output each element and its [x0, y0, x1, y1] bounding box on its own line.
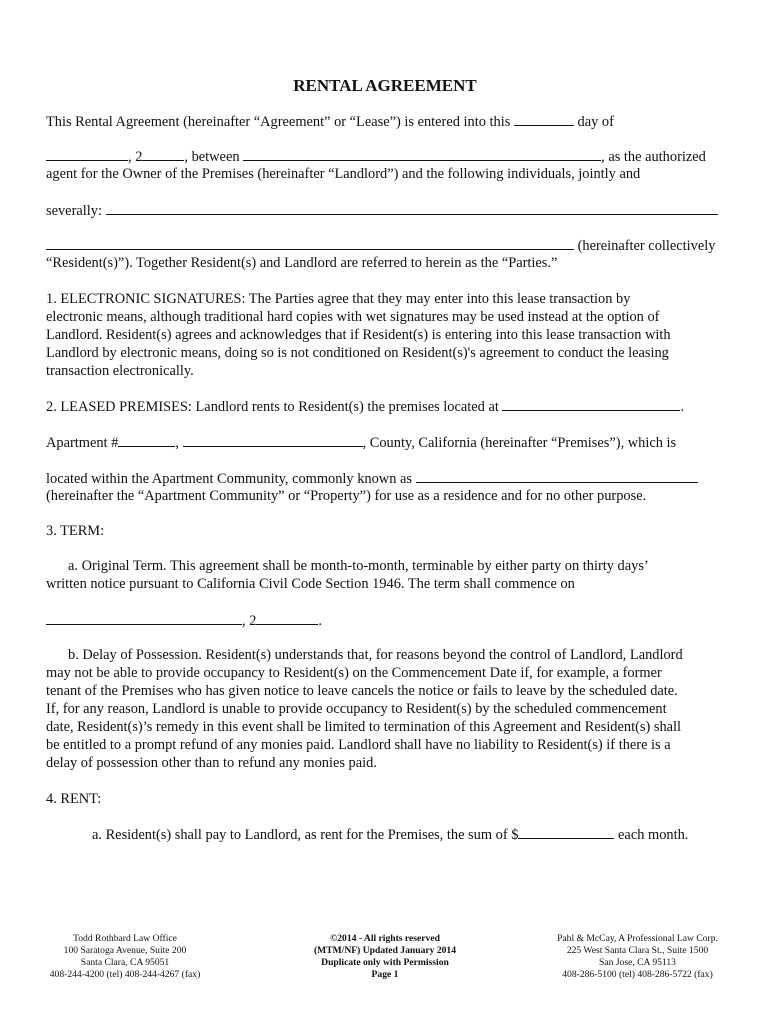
s4-text: a. Resident(s) shall pay to Landlord, as rent for the Premises, the sum of $: [92, 827, 519, 843]
s2-line-2: [46, 433, 676, 452]
footer-left: [30, 933, 220, 981]
footer-right: [535, 933, 740, 981]
s2-line-1: [46, 397, 684, 416]
footer-line: ©2014 - All rights reserved: [330, 933, 440, 944]
premises-address-field[interactable]: [502, 397, 680, 411]
s4a-line: [92, 825, 688, 844]
rent-amount-field[interactable]: [518, 825, 614, 839]
s3b-line: be entitled to a prompt refund of any monies paid. Landlord shall have no liability to Resident(s) if there is a: [46, 737, 671, 753]
intro-text: , as the authorized: [601, 149, 706, 165]
s2-text: located within the Apartment Community, commonly known as: [46, 471, 412, 487]
footer-line: Santa Clara, CA 95051: [80, 957, 170, 968]
s2-line-3: [46, 469, 698, 488]
year-field[interactable]: [142, 147, 184, 161]
footer-line: 408-244-4200 (tel) 408-244-4267 (fax): [49, 969, 201, 980]
commence-year-field[interactable]: [256, 611, 318, 625]
s3-text: .: [318, 613, 322, 629]
month-field[interactable]: [46, 147, 128, 161]
intro-line-2: [46, 147, 706, 166]
s3b-line: may not be able to provide occupancy to Resident(s) on the Commencement Date if, for example, a former: [46, 665, 662, 681]
intro-line-5: [46, 236, 715, 255]
footer-line: San Jose, CA 95113: [599, 957, 676, 968]
intro-text: , between: [184, 149, 240, 165]
apartment-number-field[interactable]: [118, 433, 175, 447]
s2-text: Apartment #: [46, 435, 119, 451]
intro-text: (hereinafter collectively: [577, 238, 716, 254]
s1-line: transaction electronically.: [46, 363, 194, 379]
intro-line-4: [46, 201, 718, 220]
s3b-line: If, for any reason, Landlord is unable to provide occupancy to Resident(s) by the scheduled commencement: [46, 701, 667, 717]
residents-field-1[interactable]: [106, 201, 718, 215]
s3a-line-3: [46, 611, 322, 630]
s3b-line: date, Resident(s)’s remedy in this event shall be limited to termination of this Agreement and Resident(s) shall: [46, 719, 682, 735]
footer-line: Pahl & McCay, A Professional Law Corp.: [557, 933, 718, 944]
s3-text: , 2: [242, 613, 257, 629]
s1-line: Landlord by electronic means, doing so is not conditioned on Resident(s)'s agreement to conduct the leasing: [46, 345, 669, 361]
s3a-line-2: written notice pursuant to California Civil Code Section 1946. The term shall commence on: [46, 576, 575, 592]
s4-text: each month.: [618, 827, 689, 843]
commence-date-field[interactable]: [46, 611, 242, 625]
s2-text: , County, California (hereinafter “Premises”), which is: [362, 435, 677, 451]
intro-text: , 2: [128, 149, 143, 165]
intro-line-1: [46, 112, 614, 131]
footer-line: 100 Saratoga Avenue, Suite 200: [63, 945, 187, 956]
intro-text: This Rental Agreement (hereinafter “Agreement” or “Lease”) is entered into this: [46, 114, 511, 130]
s3b-line: delay of possession other than to refund any monies paid.: [46, 755, 377, 771]
footer-line: 408-286-5100 (tel) 408-286-5722 (fax): [562, 969, 713, 980]
intro-text: day of: [577, 114, 614, 130]
intro-line-3: agent for the Owner of the Premises (hereinafter “Landlord”) and the following individuals, jointly and: [46, 166, 641, 182]
s2-line-4: (hereinafter the “Apartment Community” or “Property”) for use as a residence and for no other purpose.: [46, 488, 647, 504]
s2-text: ,: [175, 435, 179, 451]
agent-name-field[interactable]: [243, 147, 601, 161]
s2-text: .: [680, 399, 685, 415]
document-title: RENTAL AGREEMENT: [293, 76, 477, 95]
footer-line: 225 West Santa Clara St., Suite 1500: [566, 945, 709, 956]
residents-field-2[interactable]: [46, 236, 574, 250]
intro-line-6: “Resident(s)”). Together Resident(s) and Landlord are referred to herein as the “Parties.”: [46, 255, 558, 271]
s1-line: Landlord. Resident(s) agrees and acknowledges that if Resident(s) is entering into this lease transaction with: [46, 327, 671, 343]
footer-line: (MTM/NF) Updated January 2014: [313, 945, 457, 956]
intro-text: severally:: [46, 203, 102, 219]
day-field[interactable]: [514, 112, 574, 126]
s3b-line: tenant of the Premises who has given notice to leave cancels the notice or fails to leave by the scheduled date.: [46, 683, 678, 699]
s1-line: 1. ELECTRONIC SIGNATURES: The Parties agree that they may enter into this lease transaction by: [46, 291, 631, 307]
s3a-line-1: a. Original Term. This agreement shall be month-to-month, terminable by either party on thirty days’: [68, 558, 649, 574]
s2-text: 2. LEASED PREMISES: Landlord rents to Resident(s) the premises located at: [46, 399, 499, 415]
s4-heading: 4. RENT:: [46, 791, 102, 807]
footer-line: Page 1: [371, 969, 399, 980]
footer-line: Todd Rothbard Law Office: [73, 933, 177, 944]
s3b-line: b. Delay of Possession. Resident(s) understands that, for reasons beyond the control of Landlord, Landlord: [68, 647, 683, 663]
apartment-community-field[interactable]: [416, 469, 698, 483]
footer-line: Duplicate only with Permission: [321, 957, 449, 968]
s3-heading: 3. TERM:: [46, 523, 105, 539]
s1-line: electronic means, although traditional hard copies with wet signatures may be used instead at the option of: [46, 309, 660, 325]
city-field[interactable]: [183, 433, 363, 447]
footer-center: [285, 933, 485, 981]
